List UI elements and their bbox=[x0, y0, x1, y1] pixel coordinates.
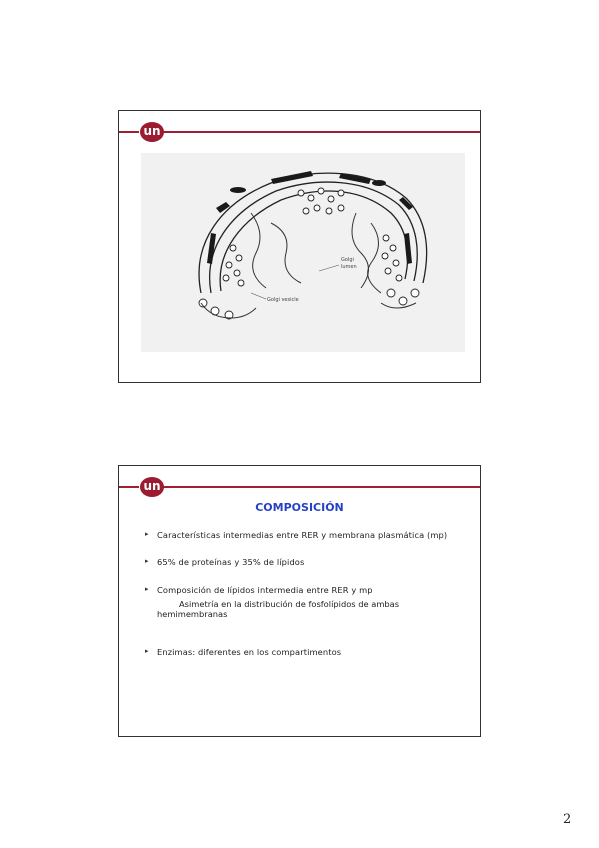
bullet-arrow-icon: ▸ bbox=[145, 557, 149, 565]
golgi-illustration bbox=[141, 153, 465, 352]
bullet-item bbox=[145, 530, 472, 540]
slide-golgi-figure bbox=[118, 110, 481, 383]
bullet-subtext-line-1: Asimetría en la distribución de fosfolípidos de ambas bbox=[179, 599, 400, 609]
header-rule-left bbox=[119, 131, 139, 133]
label-golgi-lumen-2: lumen bbox=[341, 264, 357, 270]
bullet-subtext bbox=[157, 599, 472, 619]
bullet-item bbox=[145, 557, 472, 567]
un-logo: un bbox=[140, 122, 164, 142]
bullet-item bbox=[145, 647, 472, 657]
slide-composicion bbox=[118, 465, 481, 737]
bullet-text: Composición de lípidos intermedia entre RER y mp bbox=[157, 585, 373, 595]
bullet-text: Enzimas: diferentes en los compartimentos bbox=[157, 647, 342, 657]
un-logo: un bbox=[140, 477, 164, 497]
golgi-drawing bbox=[141, 153, 465, 352]
header-rule-left bbox=[119, 486, 139, 488]
bullet-item bbox=[145, 585, 472, 595]
bullet-text: Características intermedias entre RER y membrana plasmática (mp) bbox=[157, 530, 448, 540]
bullet-arrow-icon: ▸ bbox=[145, 647, 149, 655]
bullet-subtext-line-2: hemimembranas bbox=[157, 609, 228, 619]
header-rule bbox=[159, 131, 480, 133]
bullet-arrow-icon: ▸ bbox=[145, 585, 149, 593]
label-golgi-vesicle: Golgi vesicle bbox=[267, 297, 299, 303]
slide-title: COMPOSICIÓN bbox=[255, 501, 344, 514]
bullet-arrow-icon: ▸ bbox=[145, 530, 149, 538]
bullet-text: 65% de proteínas y 35% de lípidos bbox=[157, 557, 305, 567]
label-golgi-lumen-1: Golgi bbox=[341, 257, 354, 263]
header-rule bbox=[159, 486, 480, 488]
page-number: 2 bbox=[563, 812, 572, 827]
